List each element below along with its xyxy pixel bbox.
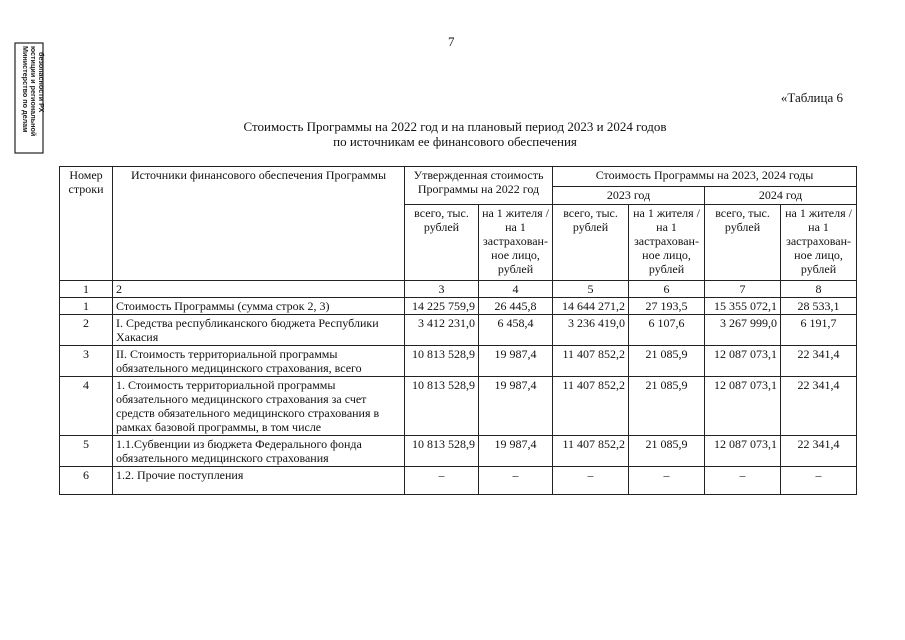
cell-per-capita-2023: 21 085,9 — [629, 346, 705, 377]
row-source-name: Стоимость Программы (сумма строк 2, 3) — [113, 298, 405, 315]
header-approved-2022: Утвержденная стоимость Программы на 2022 год — [405, 167, 553, 205]
cell-total-2024: 12 087 073,1 — [705, 436, 781, 467]
header-row-number: Номер строки — [60, 167, 113, 281]
title-line-1: Стоимость Программы на 2022 год и на плановый период 2023 и 2024 годов — [243, 119, 667, 134]
column-number: 7 — [705, 281, 781, 298]
header-total-2023: всего, тыс. рублей — [553, 205, 629, 281]
cell-per-capita-2024: – — [781, 467, 857, 495]
cell-total-2023: 11 407 852,2 — [553, 377, 629, 436]
page-number: 7 — [448, 34, 455, 49]
row-number: 4 — [60, 377, 113, 436]
row-number: 1 — [60, 298, 113, 315]
header-year-2024: 2024 год — [705, 187, 857, 205]
cell-total-2022: 10 813 528,9 — [405, 377, 479, 436]
row-number: 2 — [60, 315, 113, 346]
cell-total-2024: 12 087 073,1 — [705, 377, 781, 436]
column-numbers-row — [60, 281, 857, 298]
svg-text:Министерство по делам: Министерство по делам — [21, 46, 30, 133]
column-number: 4 — [479, 281, 553, 298]
row-source-name: 1. Стоимость территориальной программы обязательного медицинского страхования за счет средств обязательного медицинского страхования в рамках базовой программы, в том числе — [113, 377, 405, 436]
cell-total-2023: 3 236 419,0 — [553, 315, 629, 346]
cell-total-2023: 14 644 271,2 — [553, 298, 629, 315]
row-source-name: 1.1.Субвенции из бюджета Федерального фонда обязательного медицинского страхования — [113, 436, 405, 467]
cell-per-capita-2022: 6 458,4 — [479, 315, 553, 346]
header-total-2024: всего, тыс. рублей — [705, 205, 781, 281]
row-number: 3 — [60, 346, 113, 377]
cell-per-capita-2023: 27 193,5 — [629, 298, 705, 315]
cell-per-capita-2023: – — [629, 467, 705, 495]
header-cost-2023-2024: Стоимость Программы на 2023, 2024 годы — [553, 167, 857, 187]
cell-per-capita-2023: 6 107,6 — [629, 315, 705, 346]
cell-per-capita-2024: 22 341,4 — [781, 436, 857, 467]
title-line-2: по источникам ее финансового обеспечения — [333, 134, 577, 149]
header-per-capita-2023: на 1 жителя / на 1 застрахован-ное лицо, рублей — [629, 205, 705, 281]
cell-total-2022: 14 225 759,9 — [405, 298, 479, 315]
header-per-capita-2024: на 1 жителя / на 1 застрахован-ное лицо, рублей — [781, 205, 857, 281]
header-total-2022: всего, тыс. рублей — [405, 205, 479, 281]
row-number: 5 — [60, 436, 113, 467]
cell-total-2022: 10 813 528,9 — [405, 346, 479, 377]
cell-per-capita-2024: 28 533,1 — [781, 298, 857, 315]
header-per-capita-2022: на 1 жителя / на 1 застрахован-ное лицо, рублей — [479, 205, 553, 281]
cell-per-capita-2024: 22 341,4 — [781, 346, 857, 377]
table-row — [60, 298, 857, 315]
row-source-name: I. Средства республиканского бюджета Республики Хакасия — [113, 315, 405, 346]
cell-total-2023: 11 407 852,2 — [553, 346, 629, 377]
table-row — [60, 377, 857, 436]
cell-per-capita-2022: 19 987,4 — [479, 436, 553, 467]
cell-total-2022: 10 813 528,9 — [405, 436, 479, 467]
document-title — [150, 119, 760, 149]
table-row — [60, 346, 857, 377]
stamp-graphic — [14, 42, 44, 154]
cell-total-2024: 3 267 999,0 — [705, 315, 781, 346]
cell-per-capita-2024: 6 191,7 — [781, 315, 857, 346]
cell-per-capita-2022: 26 445,8 — [479, 298, 553, 315]
column-number: 1 — [60, 281, 113, 298]
funding-table — [59, 166, 857, 495]
table-row — [60, 436, 857, 467]
svg-text:юстиции и региональной: юстиции и региональной — [29, 46, 38, 137]
column-number: 5 — [553, 281, 629, 298]
column-number: 3 — [405, 281, 479, 298]
table-row — [60, 315, 857, 346]
cell-per-capita-2024: 22 341,4 — [781, 377, 857, 436]
row-source-name: II. Стоимость территориальной программы обязательного медицинского страхования, всего — [113, 346, 405, 377]
cell-per-capita-2022: 19 987,4 — [479, 377, 553, 436]
column-number: 8 — [781, 281, 857, 298]
row-source-name: 1.2. Прочие поступления — [113, 467, 405, 495]
svg-text:безопасности РХ: безопасности РХ — [37, 52, 46, 113]
cell-total-2023: 11 407 852,2 — [553, 436, 629, 467]
cell-total-2024: 12 087 073,1 — [705, 346, 781, 377]
table-row — [60, 467, 857, 495]
table-label: «Таблица 6 — [780, 90, 843, 105]
cell-total-2024: – — [705, 467, 781, 495]
cell-total-2023: – — [553, 467, 629, 495]
header-sources: Источники финансового обеспечения Программы — [113, 167, 405, 281]
cell-total-2024: 15 355 072,1 — [705, 298, 781, 315]
cell-total-2022: – — [405, 467, 479, 495]
column-number: 6 — [629, 281, 705, 298]
header-year-2023: 2023 год — [553, 187, 705, 205]
cell-per-capita-2023: 21 085,9 — [629, 377, 705, 436]
row-number: 6 — [60, 467, 113, 495]
column-number: 2 — [113, 281, 405, 298]
cell-per-capita-2022: 19 987,4 — [479, 346, 553, 377]
cell-per-capita-2022: – — [479, 467, 553, 495]
cell-total-2022: 3 412 231,0 — [405, 315, 479, 346]
ministry-stamp — [14, 42, 44, 154]
cell-per-capita-2023: 21 085,9 — [629, 436, 705, 467]
